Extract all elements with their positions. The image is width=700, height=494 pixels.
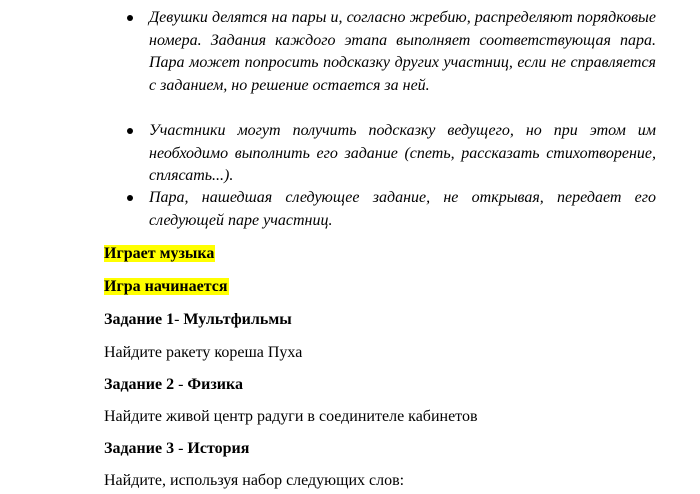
- rule-bullet-text: Пара, нашедшая следующее задание, не открывая, передает его следующей паре участниц.: [149, 189, 656, 229]
- task-separator: -: [174, 311, 184, 328]
- task-separator: -: [178, 440, 188, 457]
- task-text: Найдите, используя набор следующих слов:: [104, 472, 405, 489]
- task-number: Задание 3: [104, 440, 179, 457]
- rule-bullet-item: [149, 7, 656, 97]
- task-number: Задание 2: [104, 376, 179, 393]
- rule-bullet-item: [149, 187, 656, 232]
- task-topic: Мультфильмы: [183, 311, 292, 328]
- bullet-dot-icon: [127, 15, 133, 21]
- task-topic: Физика: [187, 376, 243, 393]
- music-cue-paragraph: [104, 243, 215, 265]
- rule-bullet-text: Участники могут получить подсказку ведущего, но при этом им необходимо выполнить его задание (спеть, рассказать стихотворение, сплясать...).: [149, 122, 656, 184]
- task-text: Найдите ракету кореша Пуха: [104, 344, 303, 361]
- task-heading: [104, 374, 243, 396]
- bullet-dot-icon: [127, 128, 133, 134]
- music-cue-highlight: Играет музыка: [104, 245, 215, 262]
- task-number: Задание 1: [104, 311, 175, 328]
- task-text: Найдите живой центр радуги в соединителе кабинетов: [104, 408, 478, 425]
- rule-bullet-item: [149, 120, 656, 188]
- game-start-paragraph: [104, 276, 229, 298]
- task-heading: [104, 309, 292, 331]
- rule-bullet-text: Девушки делятся на пары и, согласно жребию, распределяют порядковые номера. Задания каждого этапа выполняет соответствующая пара. Пара может попросить подсказку других участниц, если не справляется с заданием, но решение остается за ней.: [149, 9, 656, 94]
- task-heading: [104, 438, 249, 460]
- task-topic: История: [187, 440, 250, 457]
- task-separator: -: [178, 376, 188, 393]
- bullet-dot-icon: [127, 195, 133, 201]
- game-start-highlight: Игра начинается: [104, 278, 228, 295]
